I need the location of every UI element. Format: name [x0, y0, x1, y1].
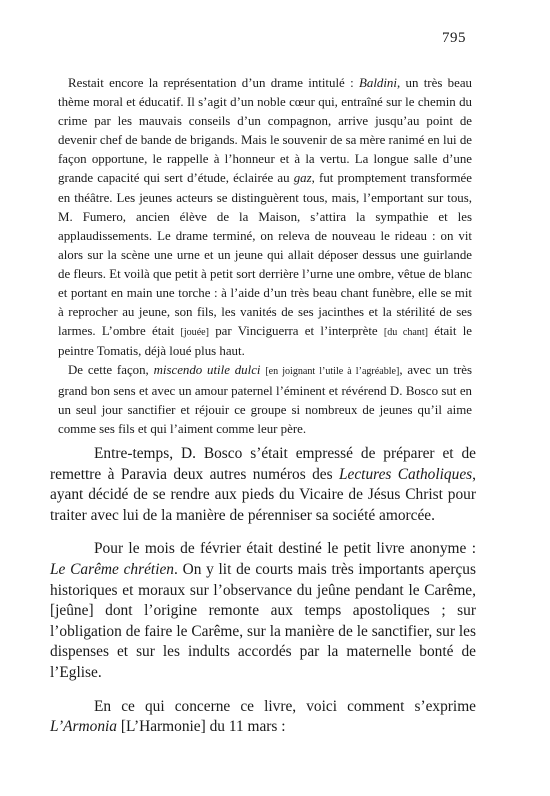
quote-paragraph-1 [58, 74, 472, 361]
publication-title: Lectures Catholiques [338, 465, 473, 483]
text-run: Entre-temps, D. Bosco s’était empressé de préparer et de remettre à Paravia deux autres numéros des [50, 445, 476, 483]
text-run: , avec un très grand bon sens et avec un amour paternel l’éminent et révérend D. Bosco sut en un seul jour sanctifier et réjouir ce groupe si nombreux de jeunes qu’il aime comme ses fils et qui l’aiment comme leur père. [58, 363, 472, 436]
body-paragraph-3 [50, 697, 476, 738]
text-run: par Vinciguerra et l’interprète [208, 324, 384, 339]
text-run: . On y lit de courts mais très importants aperçus historiques et moraux sur l’observance du jeûne pendant le Carême, [50, 560, 476, 599]
quote-paragraph-2 [58, 361, 472, 438]
editor-note: [en joignant l’utile à l’agréable] [265, 366, 400, 378]
quoted-report [58, 74, 472, 439]
text-run: , un très beau thème moral et éducatif. Il s’agit d’un noble cœur qui, entraîné sur le chemin du crime par les mauvais conseils d’un compagnon, arrive jusqu’au point de devenir chef de bande de brigands. Mais le souvenir de sa mère ranimé en lui de façon opportune, le rappelle à l’honneur et à la vertu. La longue salle d’une grande capacité qui sert d’étude, éclairée au [58, 76, 472, 186]
text-run: Restait encore la représentation d’un drame intitulé : [68, 76, 359, 90]
body-paragraph-2 [50, 539, 476, 683]
text-run: était le peintre Tomatis, déjà loué plus haut. [58, 324, 473, 359]
body-paragraph-1 [50, 444, 476, 526]
editor-note: [jeûne] [50, 602, 94, 620]
text-run: du 11 mars : [205, 718, 286, 736]
drama-title: Baldini [359, 76, 397, 90]
text-run: Pour le mois de février était destiné le petit livre anonyme : [94, 540, 476, 558]
editor-note: [L’Harmonie] [120, 718, 206, 736]
main-text [50, 444, 476, 751]
latin-phrase: miscendo utile dulci [153, 363, 261, 378]
book-title: Le Carême chrétien [50, 560, 174, 578]
page-number: 795 [442, 30, 466, 46]
newspaper-title: L’Armonia [50, 718, 117, 736]
text-run: De cette façon, [68, 363, 154, 378]
text-run: dont l’origine remonte aux temps apostoliques ; sur l’obligation de faire le Carême, sur la manière de le sanctifier, sur les dispenses et sur les indults accordés par la maternelle bonté de l’Eglise. [50, 602, 476, 681]
editor-note: [du chant] [383, 327, 428, 339]
text-run: , ayant décidé de se rendre aux pieds du Vicaire de Jésus Christ pour traiter avec lui de la manière de pérenniser sa société amorcée. [50, 465, 476, 524]
text-run: En ce qui concerne ce livre, voici comment s’exprime [94, 697, 476, 715]
editor-note: [jouée] [180, 327, 209, 339]
text-run: , fut promptement transformée en théâtre. Les jeunes acteurs se distinguèrent tous, mais, l’emportant sur tous, M. Fumero, ancien élève de la Maison, s’attira la sympathie et les applaudissements. Le drame terminé, on releva de nouveau le rideau : on vit alors sur la scène une urne et un jeune qui allait déposer dessus une guirlande de fleurs. Et voilà que petit à petit sort derrière l’urne une ombre, vêtue de blanc et portant en main une torche : à l’aide d’un très beau chant funèbre, elle se mit à reprocher au jeune, son fils, les vanités de ses jacinthes et la stérilité de ses larmes. L’ombre était [58, 171, 472, 339]
emphasis: gaz [293, 171, 312, 186]
